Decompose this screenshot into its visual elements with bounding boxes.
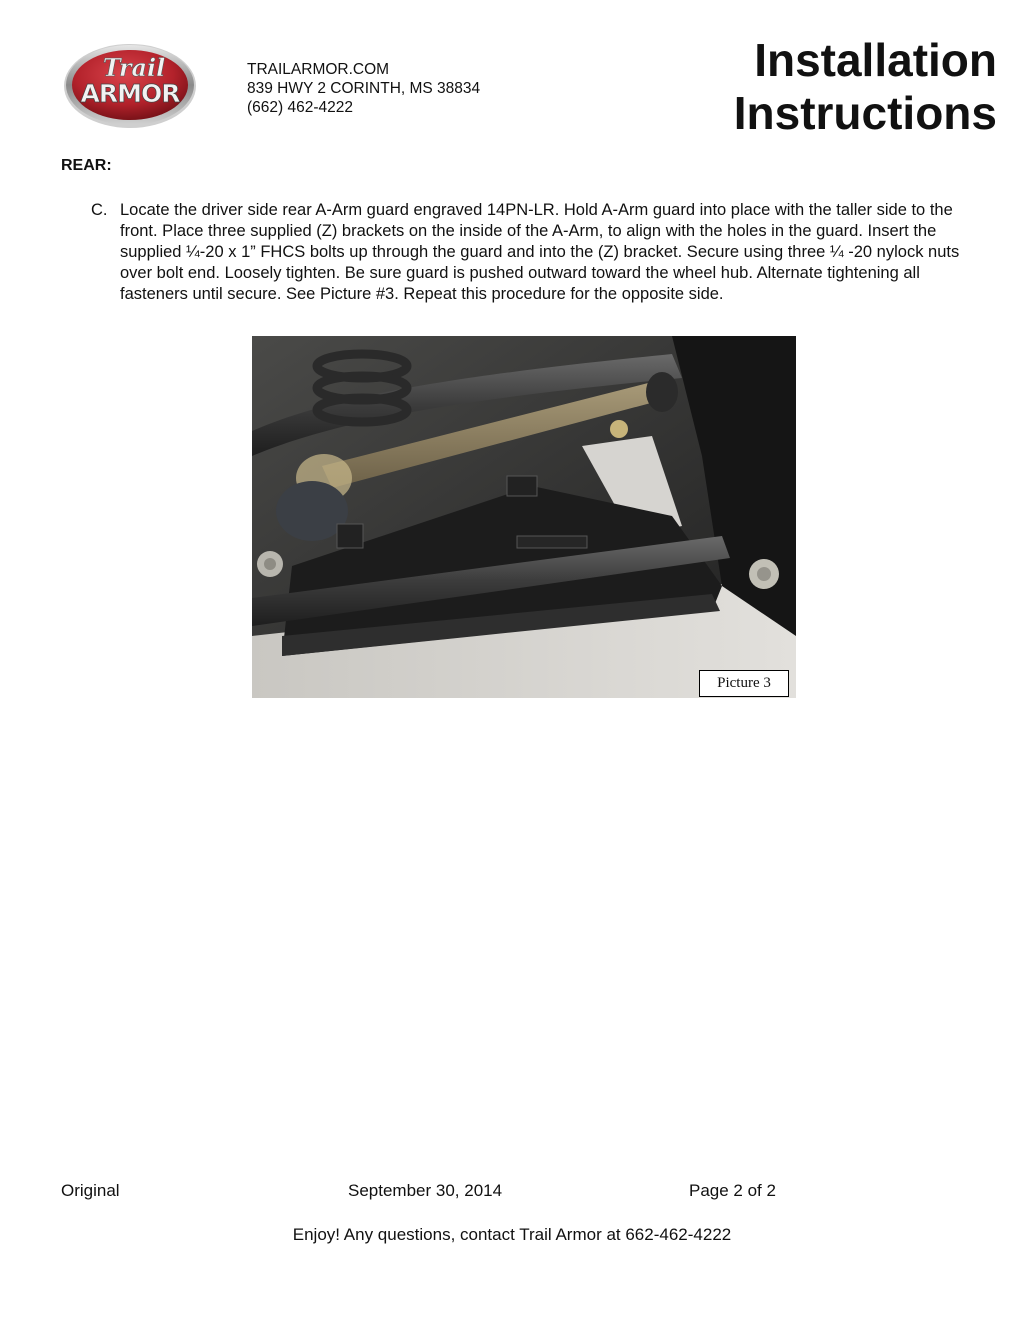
svg-text:ARMOR: ARMOR bbox=[80, 79, 180, 108]
footer-contact-note: Enjoy! Any questions, contact Trail Armor at 662-462-4222 bbox=[292, 1225, 732, 1244]
section-heading: REAR: bbox=[61, 157, 112, 174]
a-arm-guard-photo-icon bbox=[252, 336, 796, 698]
trail-armor-logo bbox=[62, 40, 198, 130]
company-website: TRAILARMOR.COM bbox=[247, 61, 390, 78]
document-title bbox=[734, 34, 997, 140]
footer-page-number: Page 2 of 2 bbox=[689, 1181, 776, 1200]
step-letter: C. bbox=[91, 201, 108, 219]
company-address: 839 HWY 2 CORINTH, MS 38834 bbox=[247, 80, 481, 97]
step-text: Locate the driver side rear A-Arm guard engraved 14PN-LR. Hold A-Arm guard into place with the taller side to the front. Place three supplied (Z) brackets on the inside of the A-Arm, to align with the holes in the guard. Insert the supplied ¼-20 x 1” FHCS bolts up through the guard and into the (Z) bracket. Secure using three ¼ -20 nylock nuts over bolt end. Loosely tighten. Be sure guard is pushed outward toward the wheel hub. Alternate tightening all fasteners until secure. See Picture #3. Repeat this procedure for the opposite side. bbox=[120, 201, 960, 303]
footer-version: Original bbox=[61, 1181, 120, 1200]
title-line-2: Instructions bbox=[733, 87, 997, 139]
svg-text:Trail: Trail bbox=[102, 53, 166, 82]
installation-photo bbox=[252, 336, 796, 698]
logo-oval-icon bbox=[62, 40, 198, 130]
company-phone: (662) 462-4222 bbox=[247, 99, 353, 116]
footer-date: September 30, 2014 bbox=[348, 1181, 503, 1200]
title-line-1: Installation bbox=[754, 34, 997, 86]
company-contact bbox=[247, 60, 480, 117]
photo-caption: Picture 3 bbox=[699, 670, 789, 697]
